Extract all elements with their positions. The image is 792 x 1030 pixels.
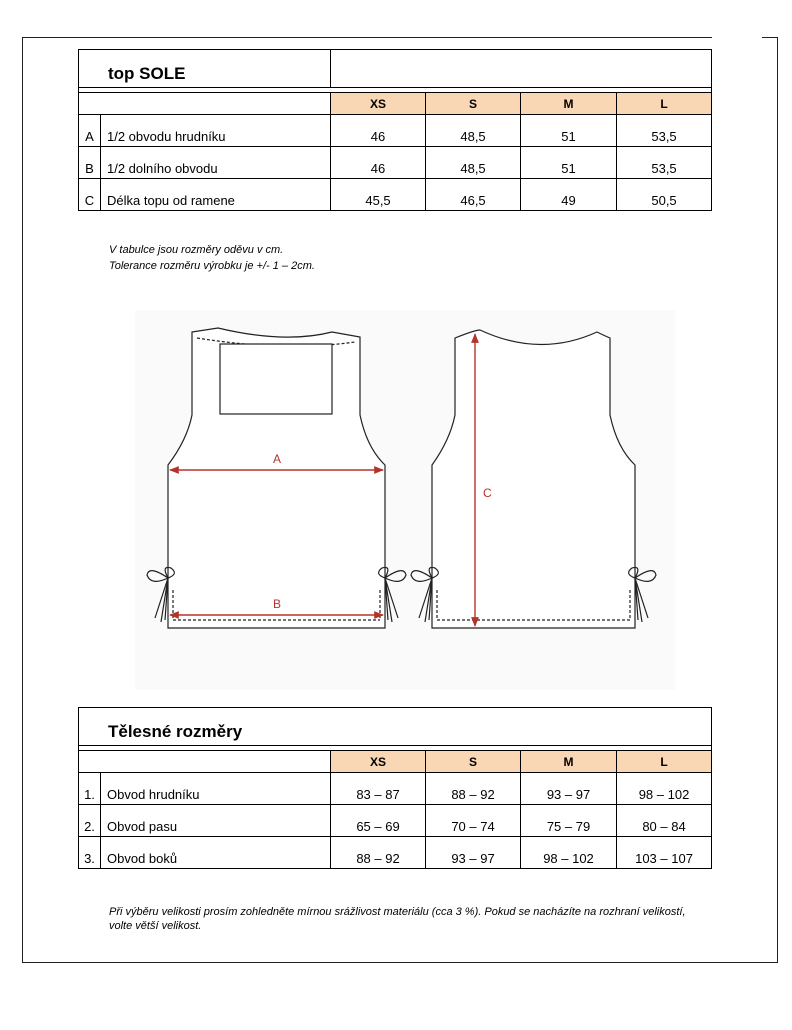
- table-row: [79, 179, 712, 211]
- value-s: 48,5: [426, 147, 521, 179]
- body-table-title: Tělesné rozměry: [79, 708, 712, 746]
- row-id: 3.: [79, 837, 101, 869]
- row-label: Obvod pasu: [101, 805, 331, 837]
- page-frame-bottom: [22, 962, 778, 963]
- size-header-xs: XS: [331, 93, 426, 115]
- row-label: Obvod boků: [101, 837, 331, 869]
- value-l: 53,5: [617, 147, 712, 179]
- note-line-tolerance: Tolerance rozměru výrobku je +/- 1 – 2cm.: [109, 260, 315, 272]
- table-row: [79, 837, 712, 869]
- value-s: 93 – 97: [426, 837, 521, 869]
- row-label: 1/2 dolního obvodu: [101, 147, 331, 179]
- title-blank-cell: [331, 50, 712, 88]
- row-id: 2.: [79, 805, 101, 837]
- value-m: 51: [521, 115, 617, 147]
- value-s: 70 – 74: [426, 805, 521, 837]
- row-label: Délka topu od ramene: [101, 179, 331, 211]
- size-header-l: L: [617, 751, 712, 773]
- size-header-s: S: [426, 751, 521, 773]
- row-id: B: [79, 147, 101, 179]
- page-frame-right: [777, 37, 778, 963]
- value-m: 49: [521, 179, 617, 211]
- body-size-table: [78, 707, 712, 869]
- size-header-m: M: [521, 93, 617, 115]
- value-s: 46,5: [426, 179, 521, 211]
- value-s: 48,5: [426, 115, 521, 147]
- value-m: 93 – 97: [521, 773, 617, 805]
- value-xs: 46: [331, 115, 426, 147]
- row-label: Obvod hrudníku: [101, 773, 331, 805]
- table-row: [79, 115, 712, 147]
- value-l: 53,5: [617, 115, 712, 147]
- page-frame-top-right: [762, 37, 778, 38]
- table-row: [79, 773, 712, 805]
- header-blank-cell: [79, 93, 331, 115]
- row-id: A: [79, 115, 101, 147]
- value-l: 80 – 84: [617, 805, 712, 837]
- value-l: 98 – 102: [617, 773, 712, 805]
- value-xs: 46: [331, 147, 426, 179]
- value-xs: 88 – 92: [331, 837, 426, 869]
- sizing-advice-note: Při výběru velikosti prosím zohledněte mírnou srážlivost materiálu (cca 3 %). Pokud se nacházíte na rozhraní velikostí, volte větší velikost.: [109, 906, 686, 932]
- value-l: 103 – 107: [617, 837, 712, 869]
- measurement-note: [109, 242, 315, 274]
- table-row: [79, 805, 712, 837]
- value-m: 98 – 102: [521, 837, 617, 869]
- value-l: 50,5: [617, 179, 712, 211]
- measure-label-c: C: [483, 486, 492, 500]
- measure-label-b: B: [273, 597, 282, 611]
- measure-label-a: A: [273, 452, 282, 466]
- row-label: 1/2 obvodu hrudníku: [101, 115, 331, 147]
- size-header-l: L: [617, 93, 712, 115]
- value-s: 88 – 92: [426, 773, 521, 805]
- value-m: 75 – 79: [521, 805, 617, 837]
- value-xs: 45,5: [331, 179, 426, 211]
- size-header-xs: XS: [331, 751, 426, 773]
- table-row: [79, 147, 712, 179]
- garment-diagram: [135, 310, 675, 690]
- back-outline: [432, 330, 635, 628]
- page-frame-top: [22, 37, 712, 38]
- size-header-m: M: [521, 751, 617, 773]
- value-m: 51: [521, 147, 617, 179]
- front-square-neck: [220, 344, 332, 414]
- row-id: C: [79, 179, 101, 211]
- value-xs: 65 – 69: [331, 805, 426, 837]
- value-xs: 83 – 87: [331, 773, 426, 805]
- row-id: 1.: [79, 773, 101, 805]
- header-blank-cell: [79, 751, 331, 773]
- note-line-units: V tabulce jsou rozměry oděvu v cm.: [109, 244, 284, 256]
- size-header-s: S: [426, 93, 521, 115]
- garment-size-table: [78, 49, 712, 211]
- product-title: top SOLE: [79, 50, 331, 88]
- page-frame-left: [22, 37, 23, 963]
